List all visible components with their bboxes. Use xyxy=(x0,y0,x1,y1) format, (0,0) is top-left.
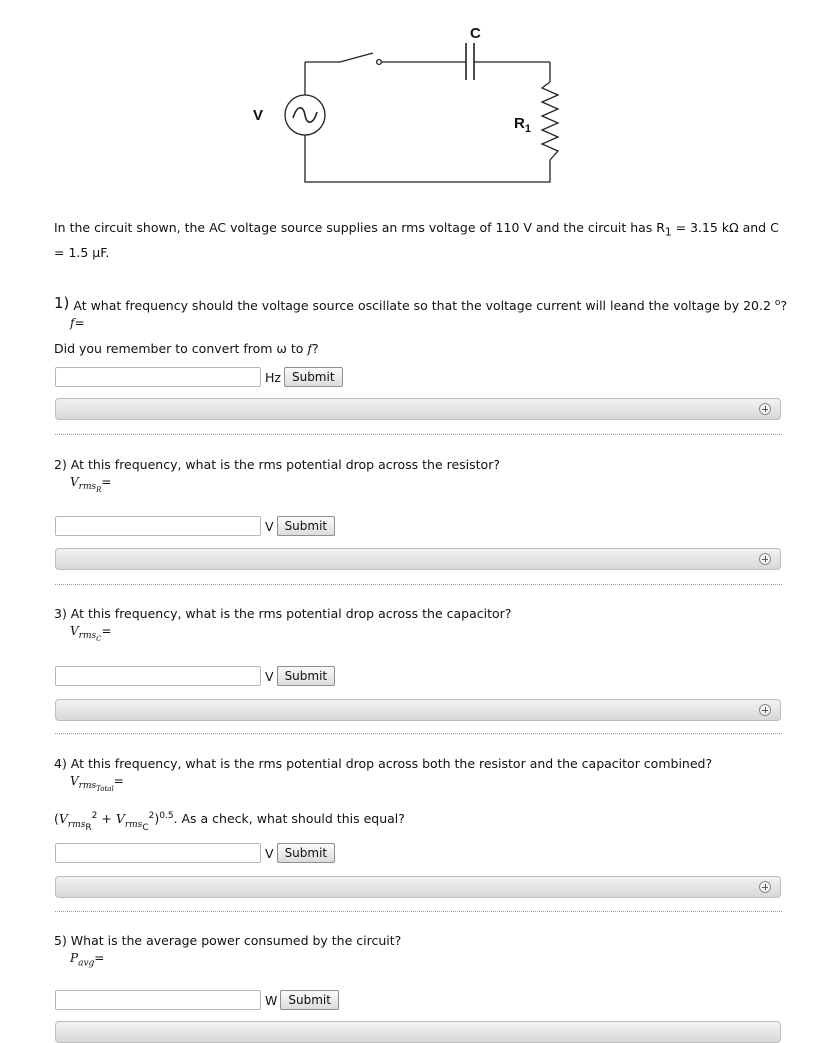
ac-source-icon xyxy=(285,95,325,135)
answer-symbol: $V_{rms_{Total}}=$ xyxy=(70,774,124,794)
question-1: 1) At what frequency should the voltage source oscillate so that the voltage current will leand the voltage by 20.2 $^o$? f= Did you remember to convert from ω to f? xyxy=(54,294,794,358)
expand-plus-icon[interactable] xyxy=(759,704,771,716)
submit-button-3[interactable]: Submit xyxy=(277,666,336,686)
question-text: 2) At this frequency, what is the rms potential drop across the resistor? xyxy=(54,457,500,472)
answer-symbol: $P_{avg}=$ xyxy=(70,951,105,969)
answer-symbol: $V_{rms_R}=$ xyxy=(70,475,112,495)
hint-expander-5[interactable] xyxy=(55,1021,781,1043)
section-divider xyxy=(55,911,782,912)
question-text: At what frequency should the voltage source oscillate so that the voltage current will leand the voltage by 20.2 xyxy=(69,298,775,314)
hint-expander-3[interactable] xyxy=(55,699,781,721)
hint-expander-4[interactable] xyxy=(55,876,781,898)
answer-input-3[interactable] xyxy=(55,666,261,686)
answer-row-3 xyxy=(55,664,335,688)
answer-input-4[interactable] xyxy=(55,843,261,863)
circuit-diagram xyxy=(0,0,822,200)
problem-statement: In the circuit shown, the AC voltage source supplies an rms voltage of 110 V and the circuit has $R_1 = 3.15$ kΩ and C = 1.5 μF. xyxy=(54,220,779,260)
answer-input-5[interactable] xyxy=(55,990,261,1010)
question-hint: $(V_{rms_R}^2 + V_{rms_C}^2)^{0.5}$. As a check, what should this equal? xyxy=(54,811,405,833)
unit-label: W xyxy=(265,992,278,1008)
resistor-label: $R_1$ xyxy=(514,115,531,135)
question-3 xyxy=(54,605,794,647)
submit-button-1[interactable]: Submit xyxy=(284,367,343,387)
hint-expander-1[interactable] xyxy=(55,398,781,420)
section-divider xyxy=(55,434,782,435)
section-divider xyxy=(55,733,782,734)
answer-row-4 xyxy=(55,841,335,865)
hint-expander-2[interactable] xyxy=(55,548,781,570)
submit-button-2[interactable]: Submit xyxy=(277,516,336,536)
unit-label: V xyxy=(265,845,274,861)
answer-input-2[interactable] xyxy=(55,516,261,536)
answer-symbol: f= xyxy=(70,316,85,331)
submit-button-5[interactable]: Submit xyxy=(280,990,339,1010)
expand-plus-icon[interactable] xyxy=(759,403,771,415)
answer-symbol: $V_{rms_C}=$ xyxy=(70,624,112,644)
question-number: 1) xyxy=(54,294,70,313)
question-text: 3) At this frequency, what is the rms potential drop across the capacitor? xyxy=(54,606,512,621)
question-4 xyxy=(54,755,794,837)
answer-row-1 xyxy=(55,365,343,389)
unit-label: Hz xyxy=(265,369,281,385)
question-2 xyxy=(54,456,794,498)
question-text: 4) At this frequency, what is the rms potential drop across both the resistor and the capacitor combined? xyxy=(54,756,713,771)
question-text: 5) What is the average power consumed by the circuit? xyxy=(54,933,402,948)
source-label: V xyxy=(253,107,264,124)
expand-plus-icon[interactable] xyxy=(759,553,771,565)
unit-label: V xyxy=(265,518,274,534)
capacitor-label: C xyxy=(470,25,481,42)
submit-button-4[interactable]: Submit xyxy=(277,843,336,863)
question-hint: Did you remember to convert from ω to f? xyxy=(54,341,319,357)
unit-label: V xyxy=(265,668,274,684)
question-5 xyxy=(54,932,794,971)
expand-plus-icon[interactable] xyxy=(759,881,771,893)
section-divider xyxy=(55,584,782,585)
answer-row-5 xyxy=(55,988,339,1012)
answer-input-1[interactable] xyxy=(55,367,261,387)
answer-row-2 xyxy=(55,514,335,538)
